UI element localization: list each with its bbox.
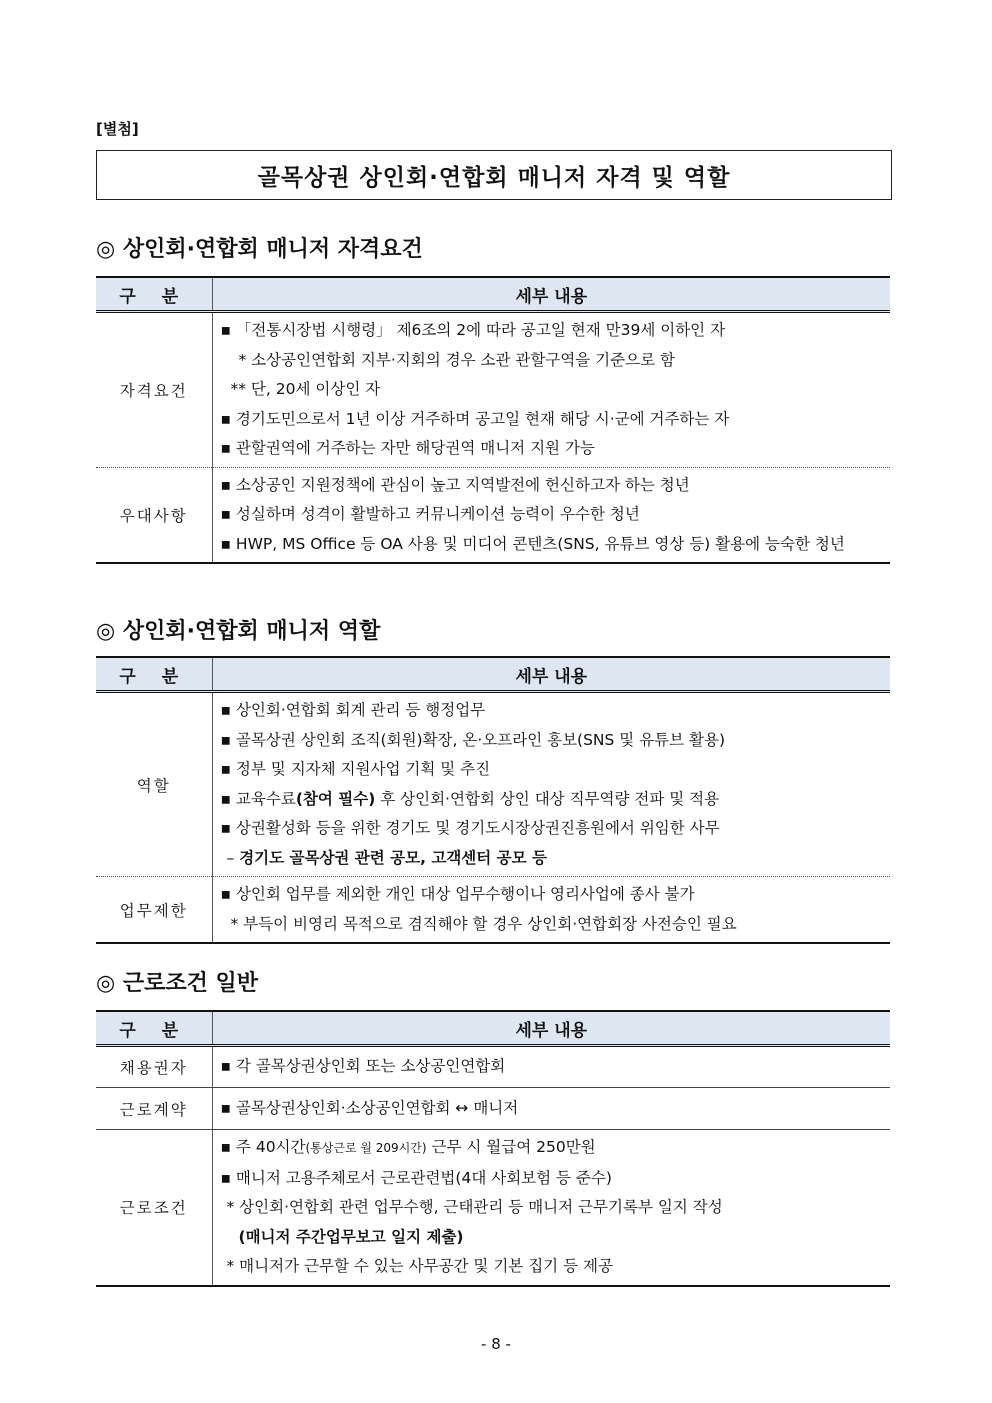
row-details [212, 1130, 890, 1286]
working-conditions-table [96, 1010, 890, 1287]
table-header-row [96, 1011, 890, 1046]
detail-line: ▪ 경기도민으로서 1년 이상 거주하며 공고일 현재 해당 시·군에 거주하는 자 [220, 409, 730, 428]
detail-text: ▪ 주 40시간 [220, 1138, 306, 1156]
detail-small-text: (통상근로 월 209시간) [305, 1141, 427, 1155]
detail-text: 근무 시 월급여 250만원 [426, 1138, 596, 1156]
header-details: 세부 내용 [212, 657, 890, 692]
detail-line: ▪ 상인회·연합회 회계 관리 등 행정업무 [220, 701, 486, 719]
table-header-row [96, 657, 890, 692]
table-row [96, 877, 890, 944]
row-category: 우대사항 [96, 467, 212, 563]
detail-note: ** 단, 20세 이상인 자 [230, 380, 381, 398]
detail-line: ▪ 정부 및 지자체 지원사업 기획 및 추진 [220, 760, 491, 778]
detail-note: * 부득이 비영리 목적으로 겸직해야 할 경우 상인회·연합회장 사전승인 필요 [230, 914, 737, 933]
role-table [96, 656, 890, 944]
row-category: 근로조건 [96, 1130, 212, 1286]
header-category: 구 분 [96, 1011, 212, 1046]
header-category: 구 분 [96, 277, 212, 312]
detail-subline [221, 844, 891, 874]
header-category: 구 분 [96, 657, 212, 692]
table-row [96, 692, 890, 877]
section-heading-qualifications: ◎ 상인회·연합회 매니저 자격요건 [96, 237, 423, 262]
row-details [212, 692, 890, 877]
detail-line: ▪ 소상공인 지원정책에 관심이 높고 지역발전에 헌신하고자 하는 청년 [220, 475, 690, 494]
table-row [96, 312, 890, 468]
table-row [96, 1046, 890, 1088]
detail-line: ▪ 상권활성화 등을 위한 경기도 및 경기도시장상권진흥원에서 위임한 사무 [220, 819, 720, 837]
detail-note: * 매니저가 근무할 수 있는 사무공간 및 기본 집기 등 제공 [226, 1257, 613, 1275]
document-title-box [96, 150, 892, 200]
detail-line [221, 785, 891, 815]
qualifications-table [96, 276, 890, 564]
detail-line: ▪ 「전통시장법 시행령」 제6조의 2에 따라 공고일 현재 만39세 이하인 자 [220, 321, 726, 339]
detail-line: ▪ 관할권역에 거주하는 자만 해당권역 매니저 지원 가능 [220, 439, 595, 457]
row-details [212, 312, 890, 468]
row-details [212, 1046, 890, 1088]
detail-line: ▪ 골목상권 상인회 조직(회원)확장, 온·오프라인 홍보(SNS 및 유튜브 활용) [220, 730, 726, 749]
detail-line: ▪ 각 골목상권상인회 또는 소상공인연합회 [220, 1057, 506, 1076]
table-row [96, 1088, 890, 1130]
detail-emphasis: (참여 필수) [295, 789, 376, 808]
header-details: 세부 내용 [212, 277, 890, 312]
attachment-label: [별첨] [96, 120, 139, 138]
detail-text: 후 상인회·연합회 상인 대상 직무역량 전파 및 적용 [375, 789, 720, 808]
detail-text: ▪ 교육수료 [220, 789, 296, 808]
row-category: 자격요건 [96, 312, 212, 468]
section-heading-role: ◎ 상인회·연합회 매니저 역할 [96, 619, 381, 644]
detail-note: * 상인회·연합회 관련 업무수행, 근태관리 등 매니저 근무기록부 일지 작성 [226, 1198, 723, 1216]
detail-note-emphasis [221, 1223, 891, 1253]
document-title: 골목상권 상인회·연합회 매니저 자격 및 역할 [257, 164, 731, 191]
dash-marker: – [226, 848, 240, 867]
page-number: - 8 - [481, 1335, 511, 1353]
row-category: 업무제한 [96, 877, 212, 944]
detail-line: ▪ HWP, MS Office 등 OA 사용 및 미디어 콘텐츠(SNS, 유튜브 영상 등) 활용에 능숙한 청년 [220, 534, 845, 553]
table-row [96, 1130, 890, 1286]
table-row [96, 467, 890, 563]
section-heading-working-conditions: ◎ 근로조건 일반 [96, 971, 259, 996]
row-details [212, 877, 890, 944]
row-details [212, 467, 890, 563]
row-details [212, 1088, 890, 1130]
table-header-row [96, 277, 890, 312]
detail-emphasis: (매니저 주간업무보고 일지 제출) [238, 1227, 464, 1246]
detail-line [221, 1133, 891, 1164]
detail-line: ▪ 매니저 고용주체로서 근로관련법(4대 사회보험 등 준수) [220, 1168, 612, 1187]
row-category: 근로계약 [96, 1088, 212, 1130]
row-category: 채용권자 [96, 1046, 212, 1088]
header-details: 세부 내용 [212, 1011, 890, 1046]
row-category: 역할 [96, 692, 212, 877]
detail-line: ▪ 골목상권상인회·소상공인연합회 ↔ 매니저 [220, 1098, 519, 1117]
detail-note: * 소상공인연합회 지부·지회의 경우 소관 관할구역을 기준으로 함 [238, 350, 675, 369]
detail-emphasis: 경기도 골목상권 관련 공모, 고객센터 공모 등 [239, 848, 547, 867]
detail-line: ▪ 성실하며 성격이 활발하고 커뮤니케이션 능력이 우수한 청년 [220, 505, 640, 523]
detail-line: ▪ 상인회 업무를 제외한 개인 대상 업무수행이나 영리사업에 종사 불가 [220, 885, 695, 903]
